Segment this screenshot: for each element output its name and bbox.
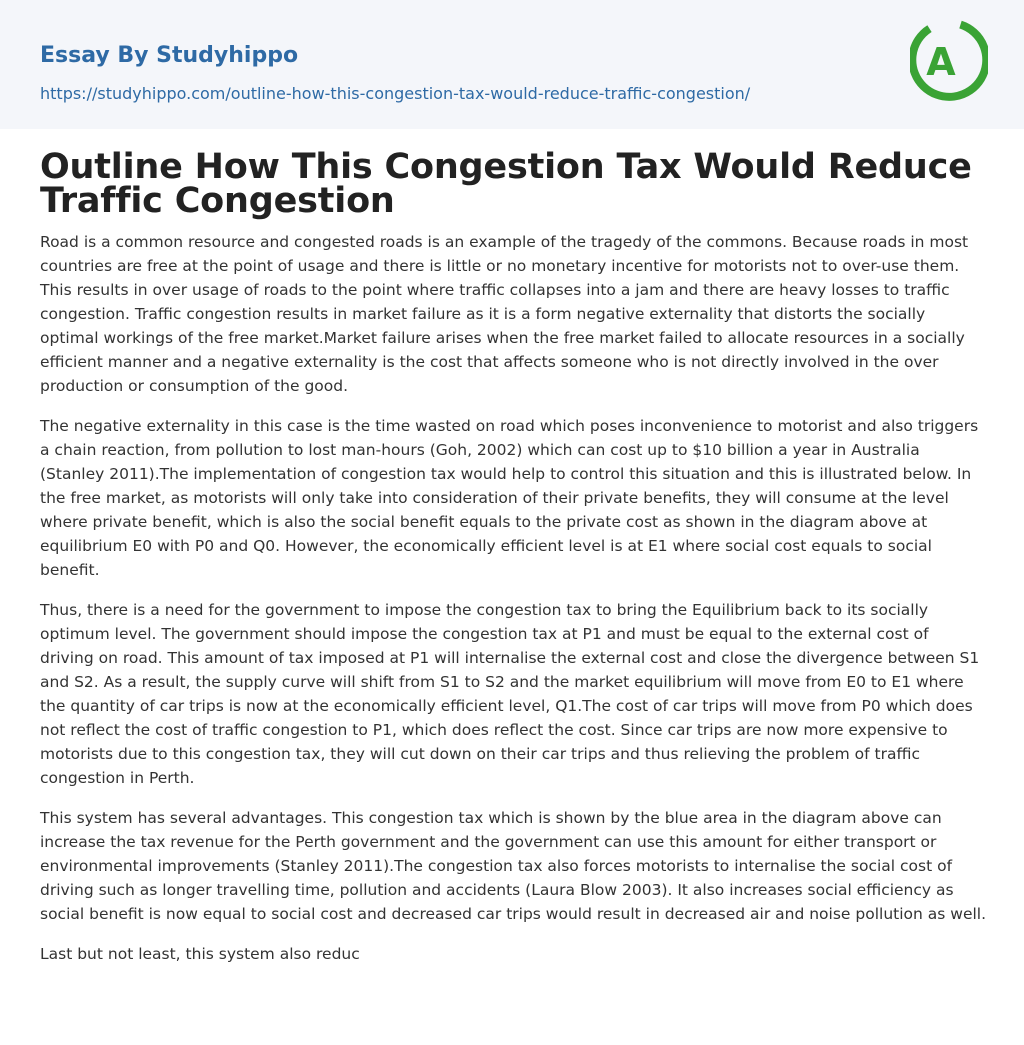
brand-title[interactable]: Essay By Studyhippo bbox=[40, 43, 299, 68]
page-title: Outline How This Congestion Tax Would Reduce Traffic Congestion bbox=[40, 147, 972, 221]
article-body bbox=[40, 230, 986, 982]
page-url-link[interactable]: https://studyhippo.com/outline-how-this-congestion-tax-would-reduce-traffic-congestion/ bbox=[40, 84, 751, 103]
paragraph: The negative externality in this case is the time wasted on road which poses inconvenience to motorist and also triggers a chain reaction, from pollution to lost man-hours (Goh, 2002) which can cost up to $10 billion a year in Australia (Stanley 2011).The implementation of congestion tax would help to control this situation and this is illustrated below. In the free market, as motorists will only take into consideration of their private benefits, they will consume at the level where private benefit, which is also the social benefit equals to the private cost as shown in the diagram above at equilibrium E0 with P0 and Q0. However, the economically efficient level is at E1 where social cost equals to social benefit. bbox=[40, 417, 979, 579]
paragraph: Thus, there is a need for the government to impose the congestion tax to bring the Equilibrium back to its socially optimum level. The government should impose the congestion tax at P1 and must be equal to the external cost of driving on road. This amount of tax imposed at P1 will internalise the external cost and close the divergence between S1 and S2. As a result, the supply curve will shift from S1 to S2 and the market equilibrium will move from E0 to E1 where the quantity of car trips is now at the economically efficient level, Q1.The cost of car trips will move from P0 which does not reflect the cost of traffic congestion to P1, which does reflect the cost. Since car trips are now more expensive to motorists due to this congestion tax, they will cut down on their car trips and thus relieving the problem of traffic congestion in Perth. bbox=[40, 601, 980, 787]
paragraph: Road is a common resource and congested roads is an example of the tragedy of the commons. Because roads in most countries are free at the point of usage and there is little or no monetary incentive for motorists not to over-use them. This results in over usage of roads to the point where traffic collapses into a jam and there are heavy losses to traffic congestion. Traffic congestion results in market failure as it is a form negative externality that distorts the socially optimal workings of the free market.Market failure arises when the free market failed to allocate resources in a socially efficient manner and a negative externality is the cost that affects someone who is not directly involved in the over production or consumption of the good. bbox=[40, 233, 969, 395]
paragraph: Last but not least, this system also reduc bbox=[40, 945, 360, 963]
studyhippo-logo-icon[interactable] bbox=[910, 18, 988, 106]
paragraph: This system has several advantages. This congestion tax which is shown by the blue area in the diagram above can increase the tax revenue for the Perth government and the government can use this amount for either transport or environmental improvements (Stanley 2011).The congestion tax also forces motorists to internalise the social cost of driving such as longer travelling time, pollution and accidents (Laura Blow 2003). It also increases social efficiency as social benefit is now equal to social cost and decreased car trips would result in decreased air and noise pollution as well. bbox=[40, 809, 987, 923]
logo-letter: A bbox=[926, 40, 956, 84]
site-header bbox=[0, 0, 1024, 129]
